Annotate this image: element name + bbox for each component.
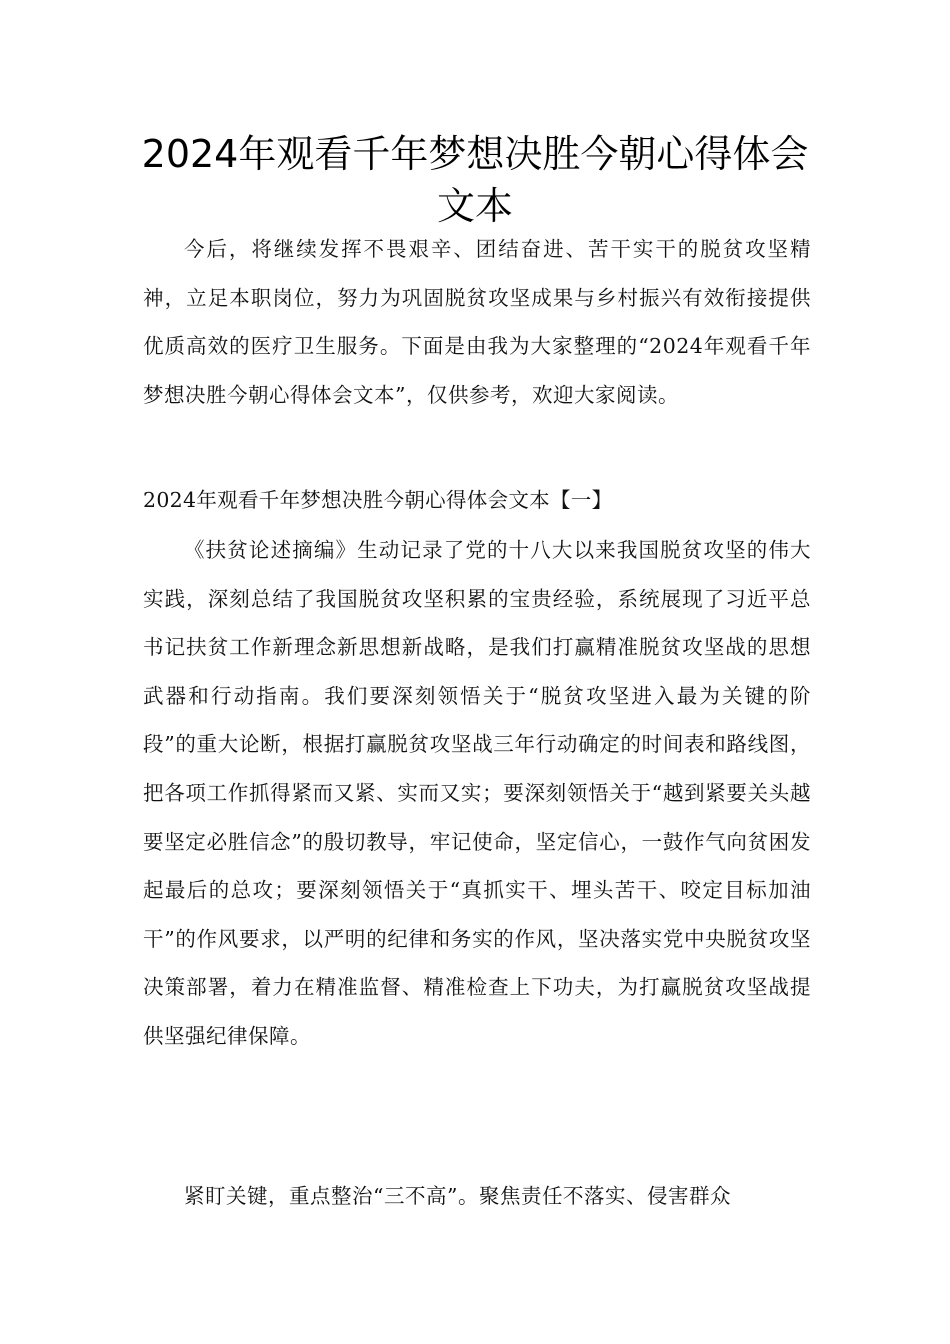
document-title-line1: 2024年观看千年梦想决胜今朝心得体会 bbox=[141, 132, 809, 176]
section-heading: 2024年观看千年梦想决胜今朝心得体会文本【一】 bbox=[143, 488, 613, 512]
body-paragraph-2: 紧盯关键，重点整治“三不高”。聚焦责任不落实、侵害群众 bbox=[184, 1184, 731, 1208]
body-paragraph-1: 《扶贫论述摘编》生动记录了党的十八大以来我国脱贫攻坚的伟大实践，深刻总结了我国脱贫攻坚积累的宝贵经验，系统展现了习近平总书记扶贫工作新理念新思想新战略，是我们打赢精准脱贫攻坚战的思想武器和行动指南。我们要深刻领悟关于“脱贫攻坚进入最为关键的阶段”的重大论断，根据打赢脱贫攻坚战三年行动确定的时间表和路线图，把各项工作抓得紧而又紧、实而又实；要深刻领悟关于“越到紧要关头越要坚定必胜信念”的殷切教导，牢记使命，坚定信心，一鼓作气向贫困发起最后的总攻；要深刻领悟关于“真抓实干、埋头苦干、咬定目标加油干”的作风要求，以严明的纪律和务实的作风，坚决落实党中央脱贫攻坚决策部署，着力在精准监督、精准检查上下功夫，为打赢脱贫攻坚战提供坚强纪律保障。 bbox=[143, 538, 811, 1048]
document-title-line2: 文本 bbox=[436, 184, 513, 228]
intro-paragraph: 今后，将继续发挥不畏艰辛、团结奋进、苦干实干的脱贫攻坚精神，立足本职岗位，努力为巩固脱贫攻坚成果与乡村振兴有效衔接提供优质高效的医疗卫生服务。下面是由我为大家整理的“2024年观看千年梦想决胜今朝心得体会文本”，仅供参考，欢迎大家阅读。 bbox=[143, 237, 811, 407]
